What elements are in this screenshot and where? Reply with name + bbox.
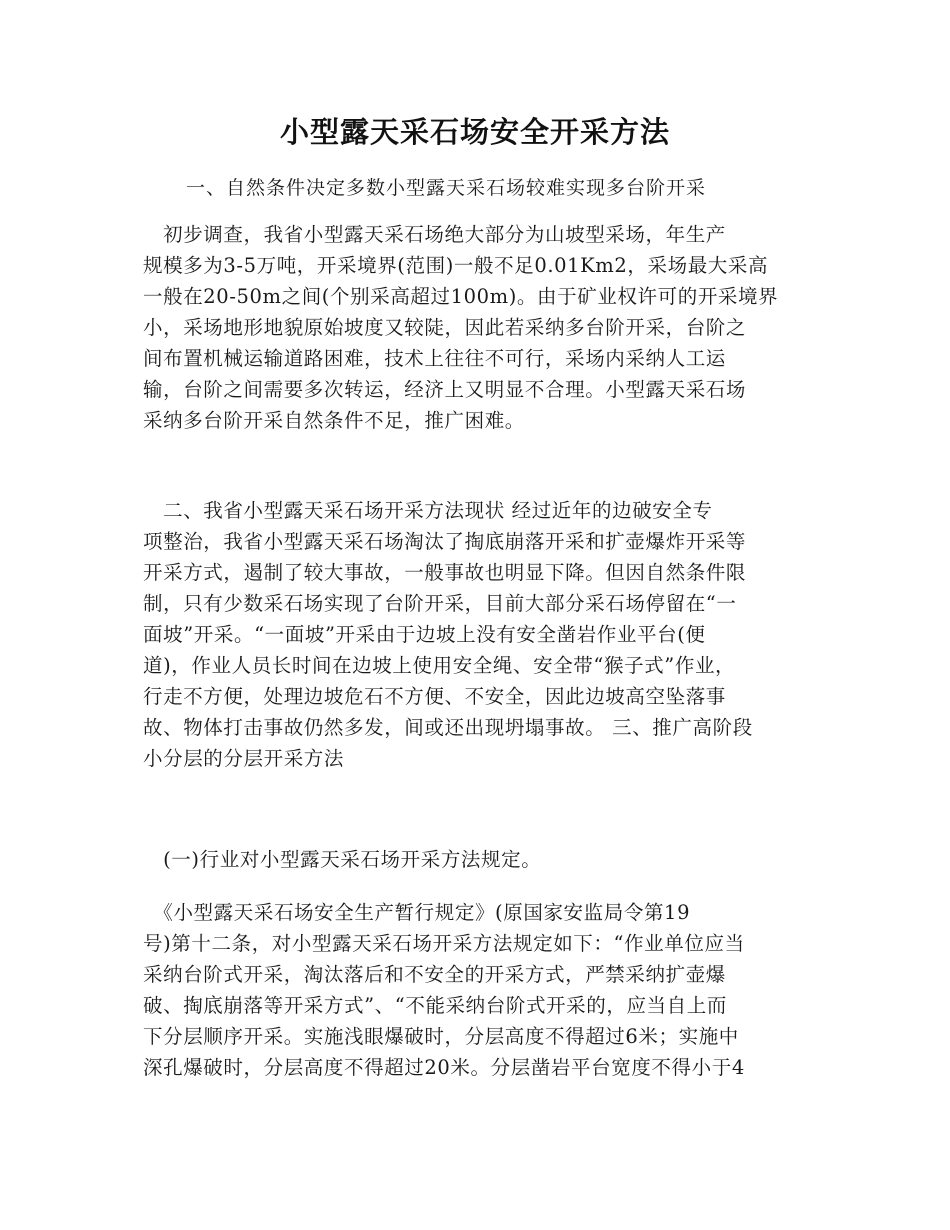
text-line: 故、物体打击事故仍然多发，间或还出现坍塌事故。 三、推广高阶段	[143, 716, 753, 739]
text-line: 规模多为3-5万吨，开采境界(范围)一般不足0.01Km2，采场最大采高	[143, 254, 769, 277]
text-line: 开采方式，遏制了较大事故，一般事故也明显下降。但因自然条件限	[143, 561, 747, 584]
paragraph-3	[143, 844, 813, 875]
text-line: 二、我省小型露天采石场开采方法现状 经过近年的边破安全专	[143, 499, 713, 522]
text-line: 号)第十二条，对小型露天采石场开采方法规定如下：“作业单位应当	[143, 932, 745, 955]
text-line: 行走不方便，处理边坡危石不方便、不安全，因此边坡高空坠落事	[143, 685, 726, 708]
paragraph-4	[143, 897, 813, 1083]
text-line: 输，台阶之间需要多次转运，经济上又明显不合理。小型露天采石场	[143, 378, 747, 401]
section-1-heading: 一、自然条件决定多数小型露天采石场较难实现多台阶开采	[186, 177, 707, 199]
paragraph-1	[143, 219, 813, 436]
document-title: 小型露天采石场安全开采方法	[279, 115, 670, 149]
text-line: 下分层顺序开采。实施浅眼爆破时，分层高度不得超过6米；实施中	[143, 1025, 739, 1048]
text-line: 间布置机械运输道路困难，技术上往往不可行，采场内采纳人工运	[143, 347, 726, 370]
text-line: 小，采场地形地貌原始坡度又较陡，因此若采纳多台阶开采，台阶之	[143, 316, 747, 339]
text-line: (一)行业对小型露天采石场开采方法规定。	[143, 848, 542, 871]
text-line: 采纳台阶式开采，淘汰落后和不安全的开采方式，严禁采纳扩壶爆	[143, 963, 726, 986]
text-line: 初步调查，我省小型露天采石场绝大部分为山坡型采场，年生产	[143, 223, 726, 246]
text-line: 《小型露天采石场安全生产暂行规定》(原国家安监局令第19	[143, 901, 691, 924]
text-line: 一般在20-50m之间(个别采高超过100m)。由于矿业权许可的开采境界	[143, 285, 779, 308]
paragraph-2	[143, 495, 813, 774]
text-line: 项整治，我省小型露天采石场淘汰了掏底崩落开采和扩壶爆炸开采等	[143, 530, 747, 553]
text-line: 破、掏底崩落等开采方式”、“不能采纳台阶式开采的，应当自上而	[143, 994, 727, 1017]
text-line: 小分层的分层开采方法	[143, 747, 345, 770]
text-line: 深孔爆破时，分层高度不得超过20米。分层凿岩平台宽度不得小于4	[143, 1056, 745, 1079]
text-line: 采纳多台阶开采自然条件不足，推广困难。	[143, 409, 525, 432]
text-line: 面坡”开采。“一面坡”开采由于边坡上没有安全凿岩作业平台(便	[143, 623, 706, 646]
text-line: 道)，作业人员长时间在边坡上使用安全绳、安全带“猴子式”作业，	[143, 654, 736, 677]
text-line: 制，只有少数采石场实现了台阶开采，目前大部分采石场停留在“一	[143, 592, 737, 615]
